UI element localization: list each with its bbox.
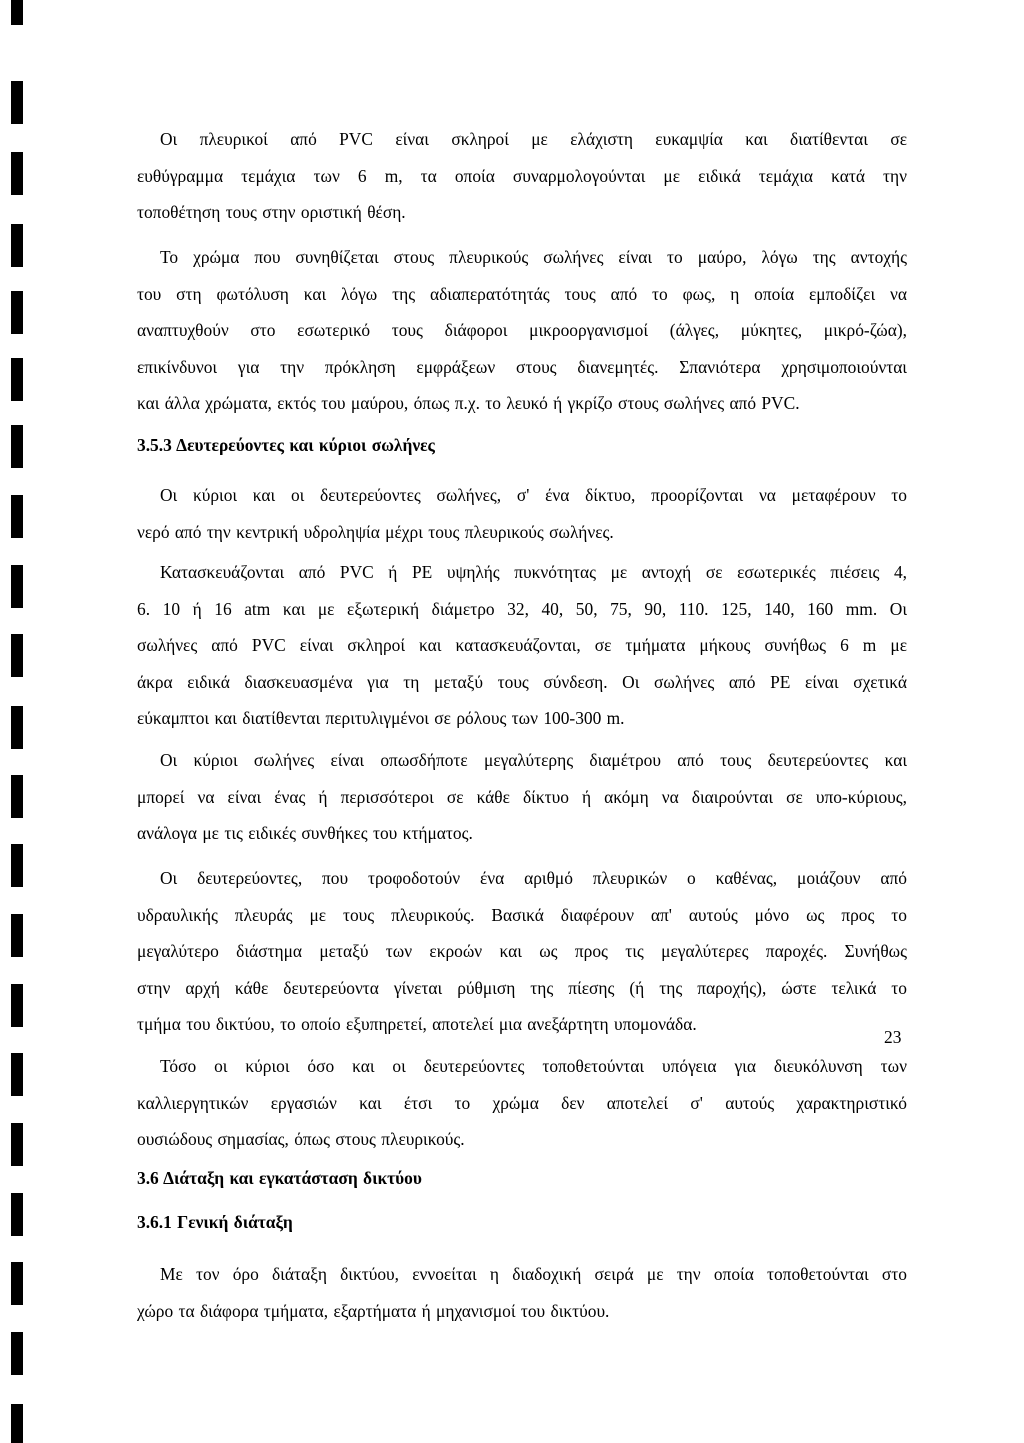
margin-bar-10 [11,634,23,677]
paragraph-pipe-color [137,239,907,422]
text-line: υδραυλικής πλευράς με τους πλευρικούς. Βασικά διαφέρουν απ' αυτούς μόνο ως προς το [137,904,907,925]
text-line: του στη φωτόλυση και λόγω της αδιαπερατότητάς τους από το φως, η οποία εμποδίζει να [137,283,907,304]
text-line: 6. 10 ή 16 atm και με εξωτερική διάμετρο 32, 40, 50, 75, 90, 110. 125, 140, 160 mm. Οι [137,598,907,619]
page-number: 23 [884,1027,902,1047]
text-line: ουσιώδους σημασίας, όπως στους πλευρικούς. [137,1129,465,1149]
paragraph-main-pipes-diameter [137,742,907,852]
margin-bar-2 [11,81,23,124]
text-line: στην αρχή κάθε δευτερεύοντα γίνεται ρύθμιση της πίεσης (ή της παροχής), ώστε τελικά το [137,977,907,998]
heading-text: 3.5.3 Δευτερεύοντες και κύριοι σωλήνες [137,435,435,455]
text-line: μπορεί να είναι ένας ή περισσότεροι σε κάθε δίκτυο ή ακόμη να διαιρούνται σε υπο-κύριους, [137,786,907,807]
text-line: Οι κύριοι σωλήνες είναι οπωσδήποτε μεγαλύτερης διαμέτρου από τους δευτερεύοντες και [160,750,907,770]
heading-text: 3.6.1 Γενική διάταξη [137,1212,293,1232]
margin-bar-1 [11,0,23,25]
margin-bar-14 [11,914,23,957]
section-heading-3-5-3 [137,427,907,464]
text-line: Με τον όρο διάταξη δικτύου, εννοείται η διαδοχική σειρά με την οποία τοποθετούνται στο [160,1264,907,1284]
margin-bar-8 [11,495,23,538]
paragraph-construction [137,554,907,737]
paragraph-main-secondary-pipes [137,477,907,550]
text-line: τμήμα του δικτύου, το οποίο εξυπηρετεί, αποτελεί μια ανεξάρτητη υπομονάδα. [137,1014,697,1034]
text-line: ανάλογα με τις ειδικές συνθήκες του κτήματος. [137,823,473,843]
margin-bar-21 [11,1404,23,1443]
text-line: Οι πλευρικοί από PVC είναι σκληροί με ελάχιστη ευκαμψία και διατίθενται σε [160,129,907,149]
text-line: Οι δευτερεύοντες, που τροφοδοτούν ένα αριθμό πλευρικών ο καθένας, μοιάζουν από [160,868,907,888]
margin-bar-11 [11,706,23,749]
margin-bar-18 [11,1193,23,1236]
text-line: μεγαλύτερο διάστημα μεταξύ των εκροών και ως προς τις μεγαλύτερες παροχές. Συνήθως [137,941,907,961]
margin-bar-7 [11,425,23,468]
paragraph-network-layout [137,1256,907,1329]
text-line: εύκαμπτοι και διατίθενται περιτυλιγμένοι σε ρόλους των 100-300 m. [137,708,625,728]
text-line: αναπτυχθούν στο εσωτερικό τους διάφοροι μικροοργανισμοί (άλγες, μύκητες, μικρό-ζώα), [137,320,907,340]
margin-bar-12 [11,775,23,818]
text-line: άκρα ειδικά διασκευασμένα για τη μεταξύ τους σύνδεση. Οι σωλήνες από PE είναι σχετικά [137,671,907,692]
margin-bar-5 [11,291,23,334]
margin-bar-3 [11,152,23,195]
text-line: Κατασκευάζονται από PVC ή PE υψηλής πυκνότητας με αντοχή σε εσωτερικές πιέσεις 4, [160,562,907,582]
heading-text: 3.6 Διάταξη και εγκατάσταση δικτύου [137,1168,422,1188]
text-line: χώρο τα διάφορα τμήματα, εξαρτήματα ή μηχανισμοί του δικτύου. [137,1300,610,1321]
margin-bar-20 [11,1332,23,1375]
text-line: Το χρώμα που συνηθίζεται στους πλευρικούς σωλήνες είναι το μαύρο, λόγω της αντοχής [160,247,907,267]
margin-bar-19 [11,1262,23,1305]
text-line: Οι κύριοι και οι δευτερεύοντες σωλήνες, σ' ένα δίκτυο, προορίζονται να μεταφέρουν το [160,485,907,505]
margin-bar-17 [11,1123,23,1166]
margin-bar-15 [11,984,23,1027]
text-line: Τόσο οι κύριοι όσο και οι δευτερεύοντες τοποθετούνται υπόγεια για διευκόλυνση των [160,1056,907,1076]
margin-bar-9 [11,565,23,608]
text-line: σωλήνες από PVC είναι σκληροί και κατασκευάζονται, σε τμήματα μήκους συνήθως 6 m με [137,635,907,655]
section-heading-3-6 [137,1160,907,1197]
text-line: επικίνδυνοι για την πρόκληση εμφράξεων στους διανεμητές. Σπανιότερα χρησιμοποιούνται [137,356,907,377]
paragraph-underground [137,1048,907,1158]
text-line: και άλλα χρώματα, εκτός του μαύρου, όπως π.χ. το λευκό ή γκρίζο στους σωλήνες από PVC. [137,393,800,413]
margin-bar-6 [11,358,23,401]
margin-bar-16 [11,1053,23,1096]
margin-bar-4 [11,224,23,267]
text-line: τοποθέτηση τους στην οριστική θέση. [137,202,406,222]
margin-bar-13 [11,844,23,887]
text-line: καλλιεργητικών εργασιών και έτσι το χρώμα δεν αποτελεί σ' αυτούς χαρακτηριστικό [137,1092,907,1113]
section-heading-3-6-1 [137,1204,907,1241]
text-line: ευθύγραμμα τεμάχια των 6 m, τα οποία συναρμολογούνται με ειδικά τεμάχια κατά την [137,165,907,186]
paragraph-secondary-pipes [137,860,907,1043]
text-line: νερό από την κεντρική υδροληψία μέχρι τους πλευρικούς σωλήνες. [137,521,614,542]
paragraph-pvc-laterals [137,121,907,231]
